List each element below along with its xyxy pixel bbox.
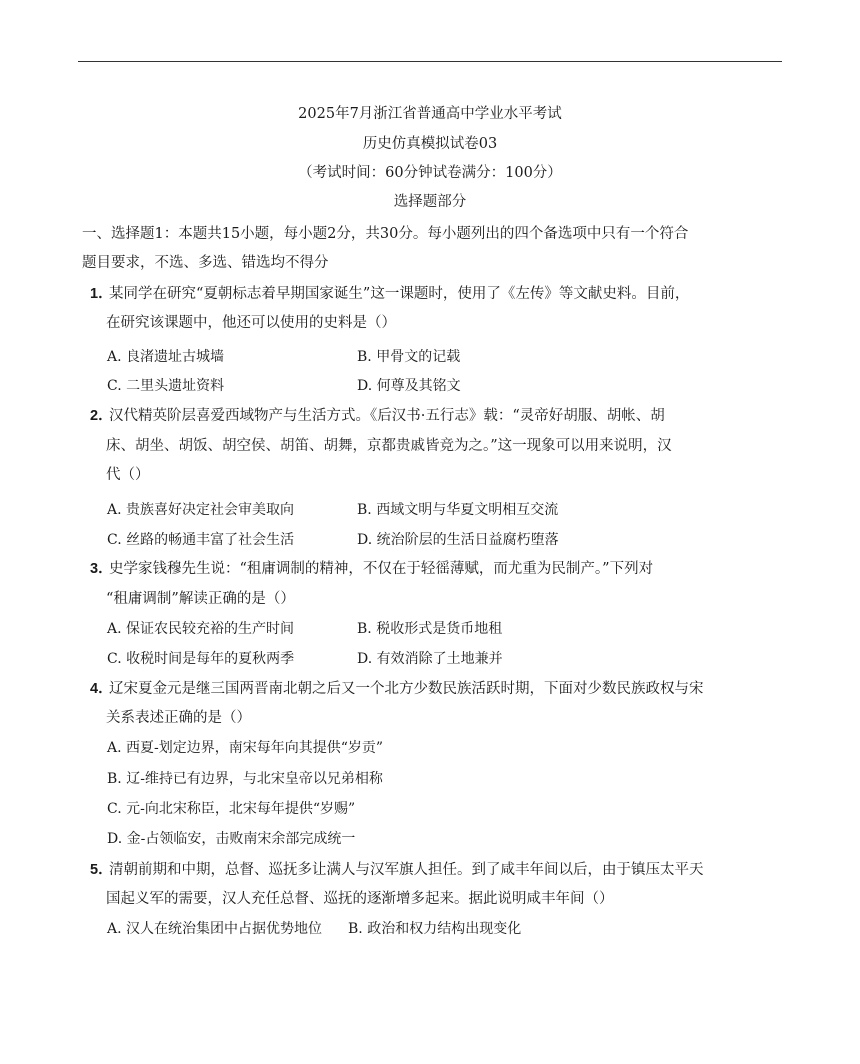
question-2-line-2: 床、胡坐、胡饭、胡空侯、胡笛、胡舞，京都贵戚皆竞为之。”这一现象可以用来说明，汉 (106, 438, 672, 454)
instructions-line-2: 题目要求，不选、多选、错选均不得分 (82, 255, 329, 271)
question-2-option-d: D. 统治阶层的生活日益腐朽堕落 (357, 532, 559, 548)
header-rule (78, 61, 782, 62)
question-1-line-2: 在研究该课题中，他还可以使用的史料是（） (106, 315, 396, 331)
exam-title: 2025年7月浙江省普通高中学业水平考试 (298, 106, 562, 122)
question-2-option-a: A. 贵族喜好决定社会审美取向 (107, 502, 295, 518)
question-2-line-1: 汉代精英阶层喜爱西域物产与生活方式。《后汉书·五行志》载：“灵帝好胡服、胡帐、胡 (109, 408, 665, 424)
section-title: 选择题部分 (393, 194, 467, 210)
question-1-option-a: A. 良渚遗址古城墙 (107, 349, 225, 365)
question-4-option-d: D. 金-占领临安，击败南宋余部完成统一 (107, 831, 356, 847)
question-4-option-a: A. 西夏-划定边界，南宋每年向其提供“岁贡” (107, 740, 384, 756)
question-1-option-b: B. 甲骨文的记载 (357, 349, 461, 365)
question-4-line-2: 关系表述正确的是（） (106, 710, 251, 726)
exam-info: （考试时间：60分钟试卷满分：100分） (298, 165, 562, 181)
question-2-line-3: 代（） (106, 467, 150, 483)
question-5-line-1: 清朝前期和中期，总督、巡抚多让满人与汉军旗人担任。到了咸丰年间以后，由于镇压太平天 (109, 862, 704, 878)
question-3-option-c: C. 收税时间是每年的夏秋两季 (107, 651, 295, 667)
question-4-line-1: 辽宋夏金元是继三国两晋南北朝之后又一个北方少数民族活跃时期，下面对少数民族政权与宋 (109, 681, 704, 697)
question-3-number: 3． (90, 561, 113, 577)
question-4-option-b: B. 辽-维持已有边界，与北宋皇帝以兄弟相称 (107, 771, 383, 787)
question-2-number: 2． (90, 408, 113, 424)
question-3-option-a: A. 保证农民较充裕的生产时间 (107, 621, 295, 637)
instructions-line-1: 一、选择题1：本题共15小题，每小题2分，共30分。每小题列出的四个备选项中只有一个符合 (82, 226, 689, 242)
question-1-option-d: D. 何尊及其铭文 (357, 378, 461, 394)
question-3-line-1: 史学家钱穆先生说：“租庸调制的精神，不仅在于轻徭薄赋，而尤重为民制产。”下列对 (109, 561, 654, 577)
question-1-number: 1． (90, 286, 113, 302)
question-4-option-c: C. 元-向北宋称臣，北宋每年提供“岁赐” (107, 801, 356, 817)
question-1-option-c: C. 二里头遗址资料 (107, 378, 225, 394)
question-3-option-d: D. 有效消除了土地兼并 (357, 651, 503, 667)
question-5-option-a: A. 汉人在统治集团中占据优势地位 (107, 921, 323, 937)
exam-subtitle: 历史仿真模拟试卷03 (362, 136, 498, 152)
question-3-line-2: “租庸调制”解读正确的是（） (106, 591, 295, 607)
question-5-line-2: 国起义军的需要，汉人充任总督、巡抚的逐渐增多起来。据此说明咸丰年间（） (106, 891, 614, 907)
question-4-number: 4． (90, 681, 113, 697)
question-1-line-1: 某同学在研究“夏朝标志着早期国家诞生”这一课题时，使用了《左传》等文献史料。目前， (109, 286, 690, 302)
question-2-option-b: B. 西域文明与华夏文明相互交流 (357, 502, 559, 518)
question-5-option-b: B. 政治和权力结构出现变化 (348, 921, 522, 937)
question-2-option-c: C. 丝路的畅通丰富了社会生活 (107, 532, 295, 548)
question-3-option-b: B. 税收形式是货币地租 (357, 621, 503, 637)
question-5-number: 5． (90, 862, 113, 878)
